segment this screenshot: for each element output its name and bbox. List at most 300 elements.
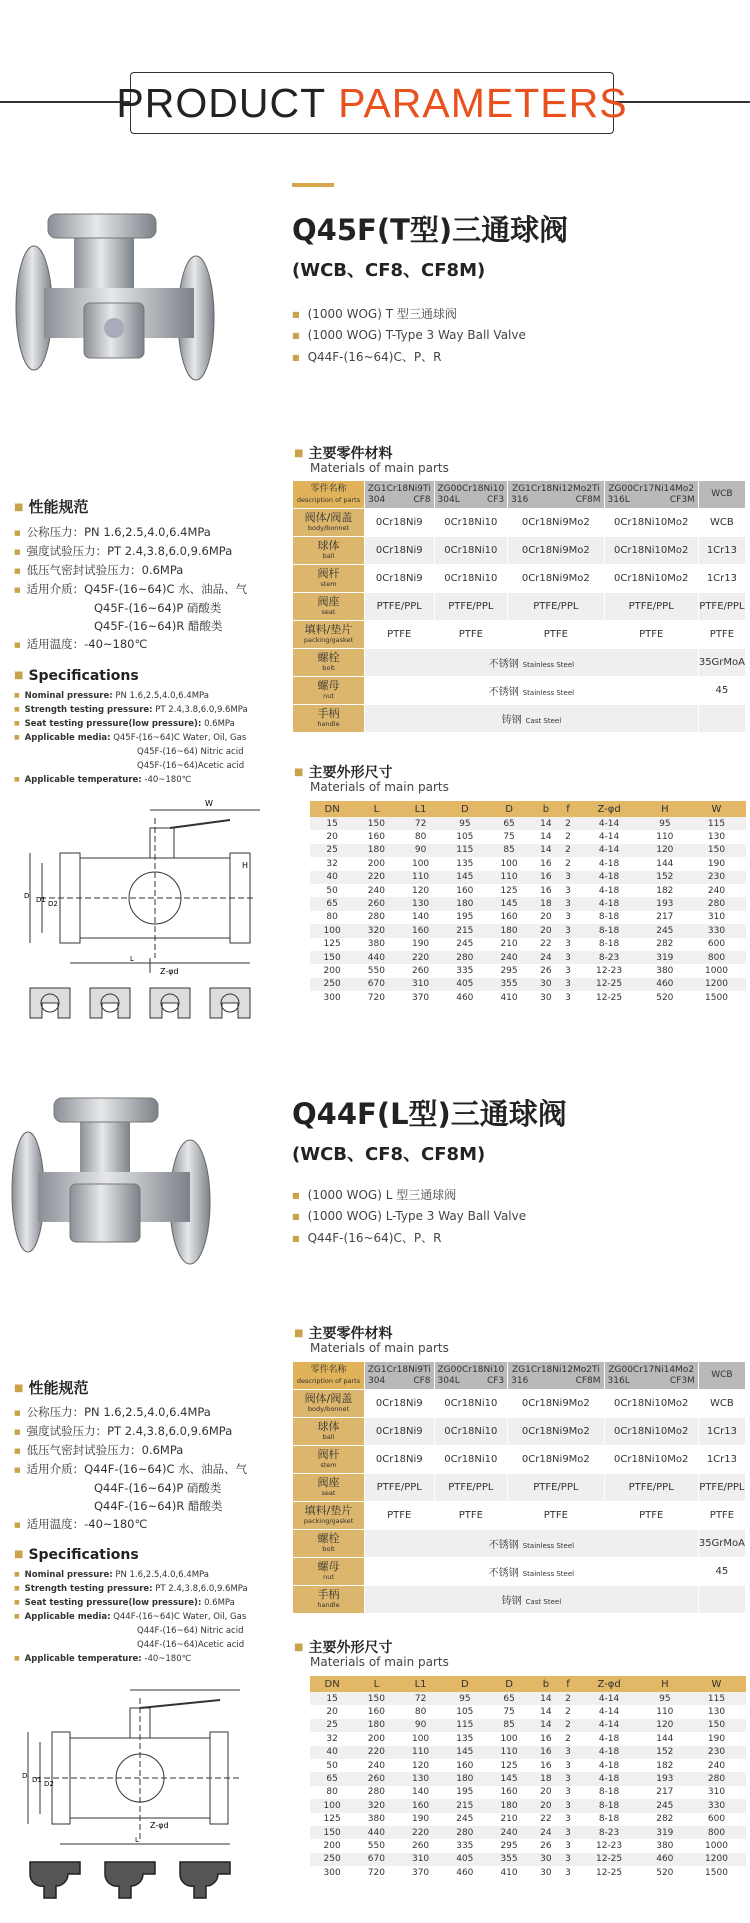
material-cell: PTFE/PPL [365,1474,435,1502]
dims-cell: 3 [561,1772,576,1785]
part-name-cn: 填料/垫片 [304,1503,353,1517]
part-name-cell [293,621,365,649]
spec-en-key: Applicable temperature: [24,775,142,785]
dims-cell: 380 [656,1840,674,1851]
dims-title: ■ 主要外形尺寸 [294,1637,392,1657]
dims-cell: 460 [456,992,474,1003]
dims-header-cell: DN [310,801,354,817]
dims-cell: 25 [310,844,354,857]
banner-line-left [0,101,130,103]
dims-cell: 245 [643,924,687,937]
dims-cell: 18 [531,1772,560,1785]
dims-cell: 193 [643,897,687,910]
dims-cell: 380 [367,1814,385,1825]
dims-cell: 460 [643,1853,687,1866]
spec-en-line [14,1582,289,1596]
dims-cell: 145 [443,1746,487,1759]
dims-cell: 95 [443,817,487,830]
drawing-label-h: H [242,861,249,870]
materials-header-cell [434,1362,508,1390]
materials-table [292,480,746,733]
dims-cell: 120 [643,844,687,857]
dims-cell: 3 [565,992,571,1003]
dims-cell: 319 [643,1826,687,1839]
dims-cell: 120 [411,885,430,896]
dims-header-cell: Z-φd [575,1676,642,1692]
dims-row [310,991,746,1004]
dims-cell: 320 [354,924,398,937]
spec-en-value: Q45F-(16~64)C Water, Oil, Gas [113,733,247,743]
dims-cell: 282 [656,939,674,950]
dims-cell: 3 [561,871,576,884]
part-name-cn: 阀座 [317,594,340,608]
part-name-cell [293,1502,365,1530]
dims-cell: 8-18 [575,924,642,937]
dims-cell: 220 [354,1746,398,1759]
dims-cell: 200 [323,1840,341,1851]
bullet-item: ■ Q44F-(16~64)C、P、R [292,348,526,365]
spec-en-key: Seat testing pressure(low pressure): [24,1598,202,1608]
dims-cell: 30 [540,1867,552,1878]
specs-en [14,689,289,787]
dims-cell: 125 [500,885,518,896]
dims-cell: 2 [561,817,576,830]
dims-cell: 15 [310,1692,354,1705]
dims-cell: 95 [643,817,687,830]
dims-cell: 160 [456,885,474,896]
materials-subtitle: Materials of main parts [310,1341,449,1355]
dims-cell: 240 [707,1760,726,1771]
dims-cell: 3 [565,885,571,896]
dims-cell: 100 [310,924,354,937]
materials-row [293,509,746,537]
header-cell-line: ZG1Cr18Ni9Ti [367,483,431,494]
material-cell: WCB [698,509,745,537]
dims-header-cell: W [687,801,746,817]
material-cell: 0Cr18Ni9 [365,1390,435,1418]
dims-cell: 14 [531,844,560,857]
header-cell-sub: CF3M [669,494,695,505]
dims-cell: 190 [411,939,430,950]
part-name-en: stem [320,1460,337,1469]
spec-en-line [14,1596,289,1610]
dims-cell: 310 [398,1853,442,1866]
dims-cell: 280 [687,897,746,910]
header-cell-sub: 316 [511,1375,529,1386]
dims-cell: 150 [310,951,354,964]
dims-cell: 520 [656,1867,674,1878]
part-name-cn: 阀杆 [317,1447,340,1461]
dims-cell: 135 [456,858,474,869]
material-cell: 0Cr18Ni10 [434,1446,508,1474]
dims-row [310,911,746,924]
material-cell: 0Cr18Ni9Mo2 [508,537,604,565]
material-cell: 0Cr18Ni9Mo2 [508,1446,604,1474]
dims-cell: 3 [561,1826,576,1839]
dims-header-cell: D [487,1676,531,1692]
dims-cell: 1200 [687,978,746,991]
dims-cell: 180 [354,1719,398,1732]
part-name-cell [293,1446,365,1474]
header-cell-sub: 304L [437,494,460,505]
part-name-en: packing/gasket [303,635,354,644]
dims-cell: 30 [531,978,560,991]
materials-header-cell [365,1362,435,1390]
dims-cell: 260 [354,1772,398,1785]
dims-cell: 12-23 [595,1840,623,1851]
drawing-label-d2: D2 [48,900,58,908]
dims-cell: 95 [443,1692,487,1705]
dims-title: ■ 主要外形尺寸 [294,762,392,782]
material-cell: 0Cr18Ni9 [365,1446,435,1474]
drawing-label-d2: D2 [44,1780,54,1788]
material-merged-cell [365,1558,699,1586]
materials-table [292,1361,746,1614]
dims-header-cell: L1 [398,1676,442,1692]
dims-cell: 370 [411,992,430,1003]
material-cn: 铸钢 [501,715,522,726]
dims-cell: 215 [443,924,487,937]
dims-cell: 140 [411,912,430,923]
dims-cell: 460 [456,1867,474,1878]
dims-cell: 670 [354,1853,398,1866]
bullet-item: ■ (1000 WOG) T 型三通球阀 [292,305,526,322]
material-cn: 不锈钢 [488,687,519,698]
material-merged-cell [365,677,699,705]
material-cell: 35GrMoA [698,649,745,677]
material-cell: PTFE/PPL [434,1474,508,1502]
dims-cell: 550 [367,1840,385,1851]
dims-cell: 330 [687,924,746,937]
header-cell-sub: CF8M [575,494,601,505]
product-title: Q45F(T型)三通球阀 [292,213,569,247]
dims-row [310,1866,746,1879]
dims-cell: 2 [565,832,571,843]
part-name-cell [293,537,365,565]
header-cell-line: ZG00Cr18Ni10 [437,483,505,494]
dims-header-row [310,1676,746,1692]
material-cell: 0Cr18Ni9 [365,1418,435,1446]
spec-en-line [14,1638,289,1652]
dims-row [310,1786,746,1799]
spec-en-line [14,745,289,759]
material-cell: PTFE [365,1502,435,1530]
dimensions-table [310,801,746,1004]
material-en: Stainless Steel [522,1570,575,1578]
materials-header-cell [508,1362,604,1390]
dims-cell: 100 [411,858,430,869]
part-name-cell [293,1390,365,1418]
materials-row [293,1586,746,1614]
dims-cell: 16 [540,885,552,896]
material-en: Cast Steel [525,717,562,725]
dims-cell: 280 [443,951,487,964]
dims-cell: 125 [323,1814,341,1825]
dims-cell: 105 [456,1707,474,1718]
dims-cell: 3 [561,978,576,991]
dims-cell: 120 [643,1719,687,1732]
product-bullets [292,1186,526,1252]
header-cell-line [365,495,434,506]
materials-row [293,705,746,733]
dims-row [310,964,746,977]
material-cn: 不锈钢 [488,659,519,670]
dims-subtitle: Materials of main parts [310,1655,449,1669]
part-name-en: body/bonnet [307,523,350,532]
material-cell: PTFE [508,621,604,649]
dims-cell: 160 [456,1760,474,1771]
dims-cell: 16 [540,858,552,869]
dims-cell: 110 [487,871,531,884]
specs-cn [14,523,284,654]
header-cell-line [293,495,364,506]
part-name-cn: 螺栓 [317,1531,340,1545]
spec-en-value: PT 2.4,3.8,6.0,9.6MPa [155,1584,248,1594]
dims-row [310,817,746,830]
dims-cell: 85 [487,1719,531,1732]
material-cell: 1Cr13 [698,1446,745,1474]
dims-cell: 144 [656,858,674,869]
dims-cell: 260 [411,1840,430,1851]
product-bullets [292,305,526,371]
accent-bar [292,183,334,187]
dims-cell: 195 [456,1787,474,1798]
part-name-cn: 螺栓 [317,650,340,664]
dims-cell: 1000 [705,965,728,976]
dims-cell: 1200 [687,1853,746,1866]
dims-cell: 110 [398,1746,442,1759]
dims-cell: 4-14 [575,844,642,857]
dims-cell: 130 [707,1707,726,1718]
dims-header-cell: L1 [398,801,442,817]
dims-cell: 295 [500,1840,518,1851]
spec-en-key: Nominal pressure: [24,691,113,701]
dims-cell: 8-18 [598,1787,620,1798]
dims-cell: 90 [398,1719,442,1732]
valve-photo-t-type [14,208,219,398]
header-cell-sub: CF3 [486,494,505,505]
materials-header-cell [434,481,508,509]
material-cell [698,1586,745,1614]
material-merged-cell [365,705,699,733]
spec-en-value: 0.6MPa [204,1598,235,1608]
materials-row [293,621,746,649]
dims-cell: 3 [565,965,571,976]
dims-row [310,844,746,857]
dims-cell: 26 [540,1840,552,1851]
material-cell: 1Cr13 [698,565,745,593]
material-en: Stainless Steel [522,1542,575,1550]
dims-cell: 280 [367,1787,385,1798]
product-title: Q44F(L型)三通球阀 [292,1097,567,1131]
dims-cell: 100 [411,1733,430,1744]
dims-cell: 180 [354,844,398,857]
header-cell-line: 零件名称 [310,1364,347,1375]
spec-en-key: Applicable media: [24,733,111,743]
dims-row [310,978,746,991]
dims-cell: 40 [310,871,354,884]
part-name-cn: 球体 [317,538,340,552]
material-cell: 0Cr18Ni9 [365,537,435,565]
dims-header-cell: D [443,1676,487,1692]
spec-line: ■ 适用温度：-40~180℃ [14,1515,284,1534]
dims-cell: 4-18 [575,871,642,884]
materials-row [293,1530,746,1558]
header-cell-sub: CF8 [413,1375,431,1386]
dims-cell: 25 [310,1719,354,1732]
spec-line: ■ 适用温度：-40~180℃ [14,635,284,654]
spec-en-key: Seat testing pressure(low pressure): [24,719,202,729]
specs-cn [14,1403,284,1534]
material-cell: 0Cr18Ni9Mo2 [508,1390,604,1418]
dims-cell: 12-25 [595,1867,623,1878]
header-cell-sub: 316L [607,494,630,505]
dims-cell: 280 [687,1772,746,1785]
dims-cell: 14 [540,1707,552,1718]
dims-cell: 330 [687,1799,746,1812]
dims-cell: 440 [354,951,398,964]
material-cell: 0Cr18Ni10 [434,537,508,565]
dims-cell: 3 [561,924,576,937]
dims-cell: 1000 [705,1840,728,1851]
materials-header-cell [293,1362,365,1390]
part-name-en: handle [317,719,340,728]
dims-cell: 3 [565,1760,571,1771]
dims-cell: 80 [326,912,338,923]
part-name-cell [293,1474,365,1502]
material-cn: 铸钢 [501,1596,522,1607]
dims-header-cell: H [643,801,687,817]
dims-cell: 14 [531,1719,560,1732]
dims-cell: 110 [656,1707,674,1718]
dims-cell: 180 [443,1772,487,1785]
material-cell: PTFE/PPL [604,593,698,621]
material-cell: PTFE [698,1502,745,1530]
material-merged-cell [365,649,699,677]
banner-word-2: PARAMETERS [338,79,628,126]
dims-cell: 125 [323,939,341,950]
material-merged-cell [365,1530,699,1558]
header-cell-line: WCB [711,1370,733,1380]
part-name-cn: 阀体/阀盖 [304,510,353,524]
dims-cell: 14 [531,817,560,830]
dims-row [310,830,746,843]
header-cell-sub: 304L [437,1375,460,1386]
dims-cell: 26 [540,965,552,976]
material-cell: PTFE [365,621,435,649]
dims-cell: 50 [326,1760,338,1771]
dims-cell: 40 [310,1746,354,1759]
dims-cell: 2 [565,858,571,869]
spec-line: ■ 强度试验压力：PT 2.4,3.8,6.0,9.6MPa [14,1422,284,1441]
dims-cell: 12-25 [595,992,623,1003]
drawing-label-d: D [22,1772,28,1780]
dims-header-cell: b [531,1676,560,1692]
header-cell-line [365,1376,434,1387]
drawing-label-zd: Z-φd [160,967,179,976]
material-cell: PTFE [604,1502,698,1530]
dims-cell: 115 [687,1692,746,1705]
dims-header-cell: DN [310,1676,354,1692]
dims-cell: 2 [565,1707,571,1718]
part-name-cell [293,593,365,621]
part-name-cell [293,649,365,677]
dims-cell: 20 [531,924,560,937]
material-cell: PTFE/PPL [604,1474,698,1502]
t-valve-drawing [20,798,260,1020]
dims-cell: 12-25 [575,978,642,991]
spec-line: ■ 低压气密封试验压力：0.6MPa [14,561,284,580]
material-cell: 0Cr18Ni9Mo2 [508,565,604,593]
material-cell: 0Cr18Ni10Mo2 [604,537,698,565]
dims-cell: 230 [687,871,746,884]
dims-cell: 405 [443,1853,487,1866]
materials-row [293,677,746,705]
dims-cell: 460 [643,978,687,991]
header-cell-sub: CF3 [486,1375,505,1386]
dims-cell: 8-18 [598,939,620,950]
dims-cell: 320 [354,1799,398,1812]
spec-en-key: Strength testing pressure: [24,1584,153,1594]
dims-cell: 310 [707,1787,726,1798]
dims-cell: 65 [487,1692,531,1705]
dims-cell: 210 [500,1814,518,1825]
dims-row [310,1853,746,1866]
spec-en-value: Q44F-(16~64)Acetic acid [137,1640,245,1650]
header-cell-line: ZG00Cr17Ni14Mo2 [608,1364,695,1375]
dims-cell: 50 [326,885,338,896]
part-name-cell [293,677,365,705]
materials-header-cell [508,481,604,509]
dims-cell: 200 [367,858,385,869]
dims-cell: 190 [707,1733,726,1744]
dims-cell: 16 [531,1746,560,1759]
dims-cell: 4-14 [575,817,642,830]
dims-cell: 215 [443,1799,487,1812]
dims-cell: 3 [561,1799,576,1812]
material-cell: 0Cr18Ni10 [434,509,508,537]
material-cell: WCB [698,1390,745,1418]
part-name-en: seat [321,607,336,616]
header-cell-sub: 316L [607,1375,630,1386]
spec-en-key: Applicable temperature: [24,1654,142,1664]
dims-cell: 4-18 [575,897,642,910]
product-subtitle: (WCB、CF8、CF8M) [292,1144,486,1165]
banner [116,72,628,134]
dims-cell: 190 [707,858,726,869]
specs-en-title: ■ Specifications [14,1547,139,1563]
spec-en-value: PN 1.6,2.5,4.0,6.4MPa [115,691,209,701]
spec-line: ■ 适用介质：Q44F-(16~64)C 水、油品、气 [14,1460,284,1479]
material-en: Stainless Steel [522,689,575,697]
dims-header-cell: W [687,1676,746,1692]
dims-cell: 105 [456,832,474,843]
bullet-item: ■ Q44F-(16~64)C、P、R [292,1229,526,1246]
dims-cell: 245 [456,939,474,950]
dims-cell: 195 [456,912,474,923]
spec-line: ■ 公称压力：PN 1.6,2.5,4.0,6.4MPa [14,1403,284,1422]
dims-header-cell: L [354,801,398,817]
dims-cell: 405 [443,978,487,991]
materials-header-cell [604,1362,698,1390]
dims-cell: 520 [656,992,674,1003]
dims-cell: 24 [531,1826,560,1839]
dims-cell: 14 [531,1692,560,1705]
dims-cell: 12-25 [575,1853,642,1866]
dims-cell: 2 [561,1719,576,1732]
drawing-label-w: W [205,799,213,808]
part-name-cell [293,565,365,593]
